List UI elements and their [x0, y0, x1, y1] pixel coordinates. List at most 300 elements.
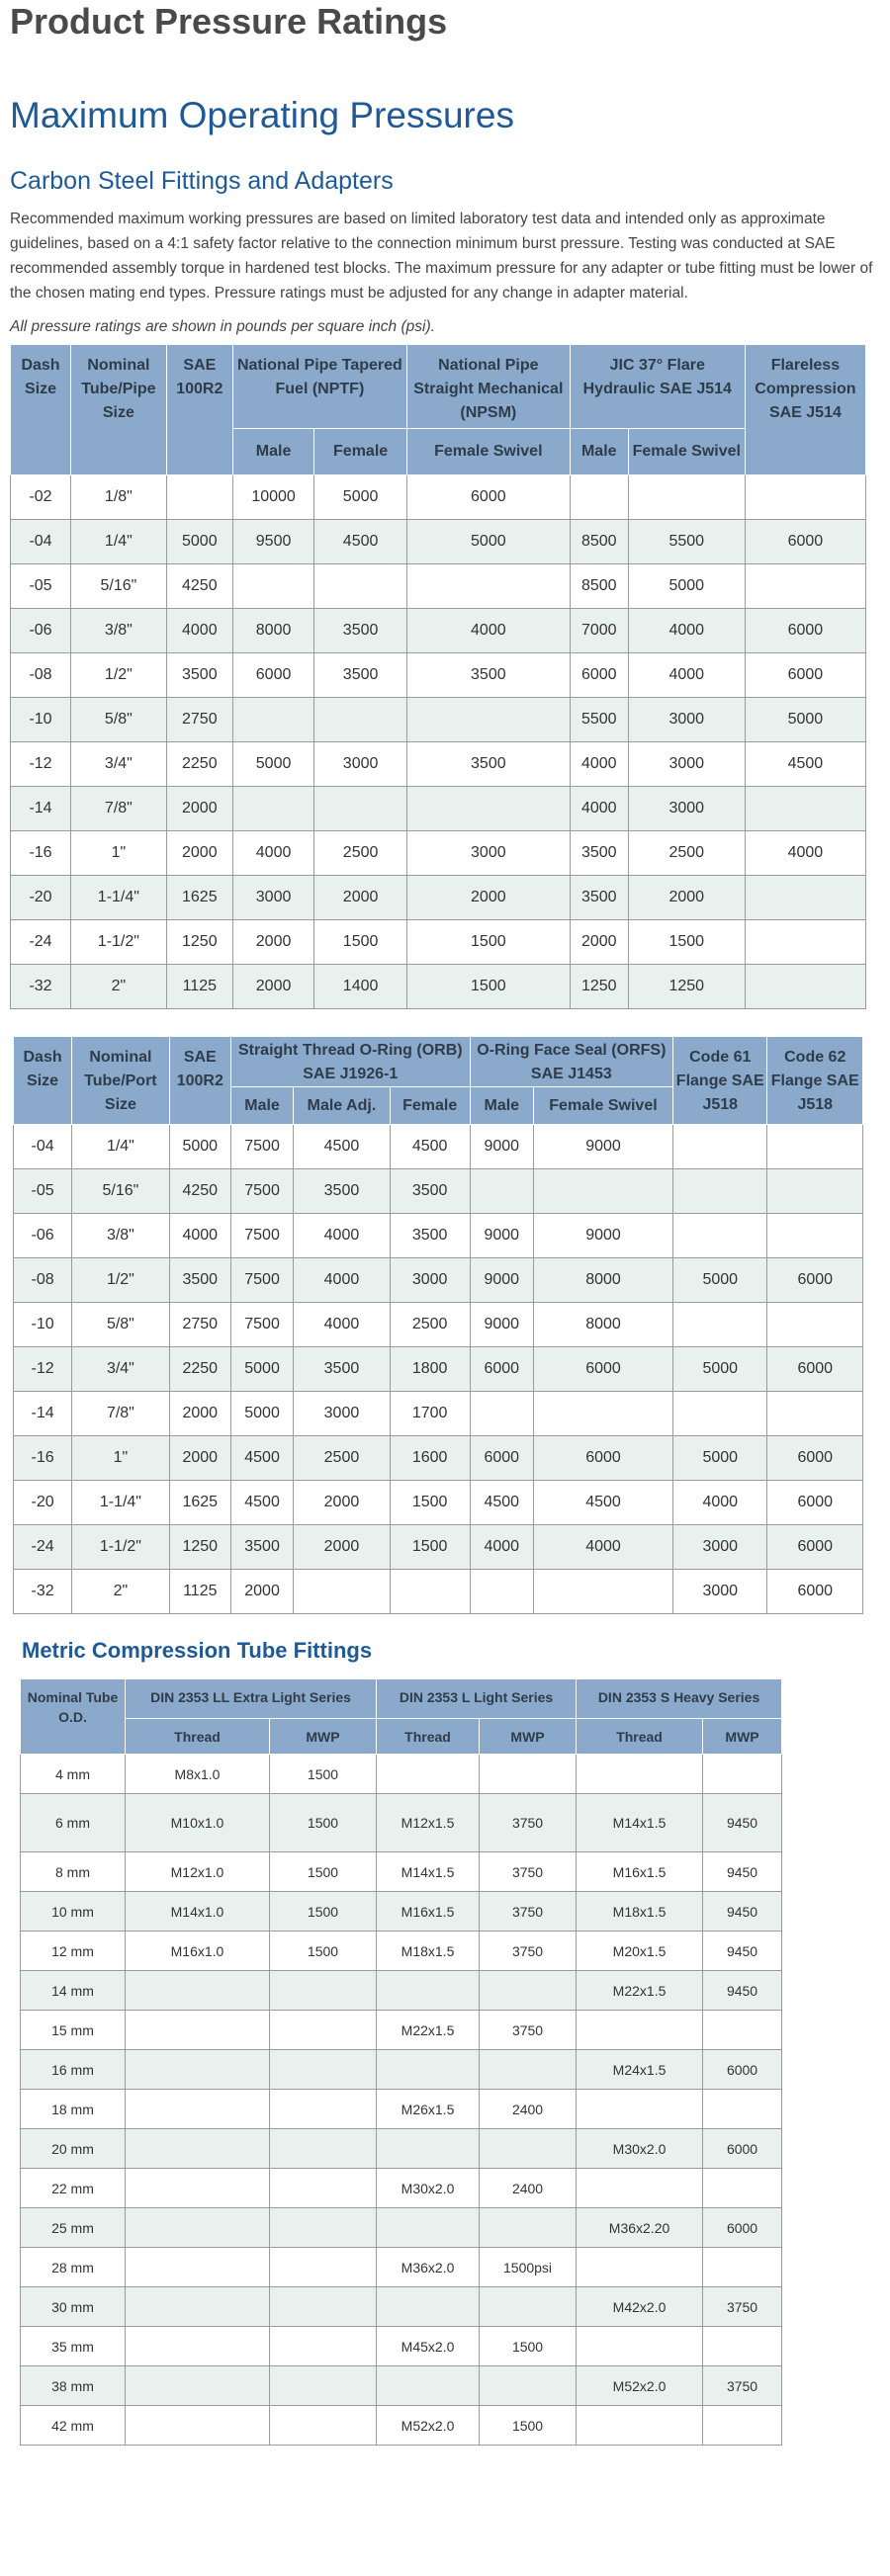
table-cell: 3000: [628, 742, 745, 787]
table-cell: 5000: [232, 742, 313, 787]
table-cell: 3000: [673, 1570, 767, 1614]
table-cell: 3500: [570, 876, 628, 920]
table-cell: 5000: [745, 698, 865, 742]
header-code61: Code 61 Flange SAE J518: [673, 1037, 767, 1125]
header-nptf: National Pipe Tapered Fuel (NPTF): [232, 345, 406, 429]
carbon-steel-pipe-table: [10, 344, 866, 1009]
table-cell: 3500: [230, 1525, 293, 1570]
header-flareless: Flareless Compression SAE J514: [745, 345, 865, 475]
table-cell: [377, 2366, 480, 2406]
table-cell: 5000: [673, 1258, 767, 1303]
table-cell: [406, 698, 570, 742]
table-cell: 9000: [470, 1214, 533, 1258]
table-cell: -12: [11, 742, 71, 787]
table-cell: [480, 2129, 577, 2169]
table-cell: 5000: [166, 520, 232, 564]
table-cell: [703, 2011, 782, 2050]
table-cell: [270, 1971, 377, 2011]
section-title: Maximum Operating Pressures: [10, 95, 514, 135]
table-cell: [703, 2406, 782, 2446]
table-cell: [377, 2129, 480, 2169]
table-cell: 9450: [703, 1971, 782, 2011]
table-cell: 1500: [406, 965, 570, 1009]
table-cell: [470, 1392, 533, 1436]
header-jic: JIC 37° Flare Hydraulic SAE J514: [570, 345, 745, 429]
table-cell: 4500: [470, 1481, 533, 1525]
table-cell: M10x1.0: [126, 1794, 270, 1852]
table-cell: [270, 2327, 377, 2366]
table-cell: [480, 1755, 577, 1794]
table-cell: [294, 1570, 391, 1614]
table-cell: 2250: [166, 742, 232, 787]
table-cell: 8500: [570, 564, 628, 609]
table-cell: 1-1/2": [71, 920, 167, 965]
table-cell: [577, 2327, 703, 2366]
table-cell: -04: [14, 1125, 72, 1169]
table-cell: 7500: [230, 1258, 293, 1303]
table-row: [21, 2366, 782, 2406]
table-cell: 2500: [314, 831, 407, 876]
header-orb-male: Male: [230, 1087, 293, 1125]
table-cell: [767, 1392, 863, 1436]
table-cell: 1500: [390, 1525, 470, 1570]
table-cell: 4000: [570, 742, 628, 787]
carbon-steel-pipe-table-body: [11, 475, 866, 1009]
table-cell: 4000: [628, 609, 745, 653]
table-cell: 3000: [294, 1392, 391, 1436]
table-cell: [126, 2129, 270, 2169]
header-dash-size-2: Dash Size: [14, 1037, 72, 1125]
table-cell: [673, 1392, 767, 1436]
table-cell: 3000: [673, 1525, 767, 1570]
table-cell: [703, 1755, 782, 1794]
table-cell: 3/8": [71, 609, 167, 653]
table-cell: M16x1.5: [377, 1892, 480, 1932]
table-cell: 5000: [230, 1392, 293, 1436]
table-cell: 6000: [767, 1347, 863, 1392]
table-cell: -06: [11, 609, 71, 653]
table-row: [11, 876, 866, 920]
table-row: [21, 2406, 782, 2446]
table-cell: 1500: [270, 1755, 377, 1794]
table-cell: 2400: [480, 2090, 577, 2129]
table-cell: 1500psi: [480, 2248, 577, 2287]
table-cell: M8x1.0: [126, 1755, 270, 1794]
table-cell: 9000: [470, 1125, 533, 1169]
table-row: [11, 609, 866, 653]
table-cell: [232, 564, 313, 609]
table-cell: 6000: [745, 609, 865, 653]
table-cell: 4500: [745, 742, 865, 787]
table-cell: [703, 2169, 782, 2208]
table-cell: 3500: [166, 653, 232, 698]
table-row: [21, 2090, 782, 2129]
table-cell: 5000: [673, 1436, 767, 1481]
table-cell: [270, 2169, 377, 2208]
table-cell: [673, 1214, 767, 1258]
table-row: [14, 1258, 863, 1303]
table-cell: 38 mm: [21, 2366, 126, 2406]
table-cell: [232, 787, 313, 831]
table-cell: 4000: [166, 609, 232, 653]
table-row: [14, 1125, 863, 1169]
header-nptf-female: Female: [314, 428, 407, 474]
table-cell: 5000: [230, 1347, 293, 1392]
table-cell: [232, 698, 313, 742]
table-cell: 2000: [232, 965, 313, 1009]
table-cell: 6000: [232, 653, 313, 698]
table-cell: 1": [72, 1436, 170, 1481]
table-cell: 6000: [703, 2050, 782, 2090]
table-cell: 2000: [406, 876, 570, 920]
table-cell: 1500: [270, 1892, 377, 1932]
table-row: [14, 1481, 863, 1525]
table-cell: [480, 2208, 577, 2248]
table-cell: [126, 2090, 270, 2129]
table-cell: 2250: [169, 1347, 230, 1392]
table-row: [11, 698, 866, 742]
table-cell: 9450: [703, 1852, 782, 1892]
table-cell: 2500: [294, 1436, 391, 1481]
table-cell: 4500: [314, 520, 407, 564]
table-cell: -10: [11, 698, 71, 742]
table-cell: 3000: [232, 876, 313, 920]
table-cell: 1500: [270, 1794, 377, 1852]
table-cell: [703, 2090, 782, 2129]
table-cell: 15 mm: [21, 2011, 126, 2050]
table-cell: 4500: [390, 1125, 470, 1169]
table-cell: M12x1.5: [377, 1794, 480, 1852]
table-cell: -14: [11, 787, 71, 831]
table-cell: 6000: [533, 1347, 672, 1392]
table-cell: 20 mm: [21, 2129, 126, 2169]
table-cell: M36x2.20: [577, 2208, 703, 2248]
table-cell: M20x1.5: [577, 1932, 703, 1971]
table-cell: 3/4": [72, 1347, 170, 1392]
table-cell: 16 mm: [21, 2050, 126, 2090]
table-cell: [314, 698, 407, 742]
table-cell: [577, 2090, 703, 2129]
carbon-steel-port-table-body: [14, 1125, 863, 1614]
table-cell: 4250: [169, 1169, 230, 1214]
table-row: [11, 475, 866, 520]
table-cell: 6000: [406, 475, 570, 520]
metric-title: Metric Compression Tube Fittings: [22, 1638, 373, 1663]
table-cell: [126, 2011, 270, 2050]
table-cell: 5500: [628, 520, 745, 564]
page-title: Product Pressure Ratings: [10, 1, 448, 42]
table-cell: M30x2.0: [377, 2169, 480, 2208]
table-cell: 6000: [703, 2208, 782, 2248]
table-cell: 8500: [570, 520, 628, 564]
table-cell: 2000: [166, 787, 232, 831]
table-cell: 1500: [406, 920, 570, 965]
table-cell: [270, 2406, 377, 2446]
table-cell: [533, 1392, 672, 1436]
table-cell: 3750: [480, 1794, 577, 1852]
table-cell: 2": [71, 965, 167, 1009]
table-cell: [577, 1755, 703, 1794]
table-cell: 1250: [570, 965, 628, 1009]
table-cell: 5/8": [71, 698, 167, 742]
table-cell: 3000: [314, 742, 407, 787]
header-orb: Straight Thread O-Ring (ORB) SAE J1926-1: [230, 1037, 470, 1087]
intro-paragraph: Recommended maximum working pressures are based on limited laboratory test data and intended only as approximate guidelines, based on a 4:1 safety factor relative to the connection minimum burst pressure. Testing was conducted at SAE recommended assembly torque in hardened test blocks. The maximum pressure for any adapter or tube fitting must be lower of the chosen mating end types. Pressure ratings must be adjusted for any change in adapter material.: [10, 211, 873, 301]
table-cell: [126, 2169, 270, 2208]
header-nominal-od: Nominal Tube O.D.: [21, 1679, 126, 1755]
table-cell: M30x2.0: [577, 2129, 703, 2169]
table-cell: [767, 1214, 863, 1258]
table-cell: -20: [14, 1481, 72, 1525]
table-cell: 1250: [628, 965, 745, 1009]
table-cell: 2000: [314, 876, 407, 920]
table-cell: 1625: [169, 1481, 230, 1525]
table-cell: [314, 564, 407, 609]
header-jic-male: Male: [570, 428, 628, 474]
table-cell: 9000: [470, 1258, 533, 1303]
table-cell: 1125: [169, 1570, 230, 1614]
table-row: [14, 1525, 863, 1570]
table-cell: [703, 2248, 782, 2287]
table-cell: 5/8": [72, 1303, 170, 1347]
table-cell: M42x2.0: [577, 2287, 703, 2327]
table-cell: [745, 564, 865, 609]
table-cell: [270, 2090, 377, 2129]
table-cell: 6000: [767, 1570, 863, 1614]
header-l-thread: Thread: [377, 1719, 480, 1755]
table-cell: 2000: [294, 1481, 391, 1525]
table-cell: [745, 876, 865, 920]
table-cell: 5500: [570, 698, 628, 742]
table-cell: 3750: [480, 1892, 577, 1932]
table-cell: M22x1.5: [577, 1971, 703, 2011]
table-cell: [570, 475, 628, 520]
table-cell: [126, 2248, 270, 2287]
table-cell: M14x1.5: [377, 1852, 480, 1892]
table-cell: [406, 787, 570, 831]
table-cell: [480, 2366, 577, 2406]
table-cell: 4000: [294, 1303, 391, 1347]
table-cell: -16: [14, 1436, 72, 1481]
table-cell: [745, 475, 865, 520]
table-cell: 3500: [314, 653, 407, 698]
table-cell: [673, 1169, 767, 1214]
table-cell: [745, 965, 865, 1009]
table-cell: -08: [11, 653, 71, 698]
table-cell: M52x2.0: [577, 2366, 703, 2406]
table-cell: -20: [11, 876, 71, 920]
table-cell: 6 mm: [21, 1794, 126, 1852]
table-cell: [270, 2366, 377, 2406]
table-row: [21, 2208, 782, 2248]
table-cell: 7000: [570, 609, 628, 653]
table-cell: 30 mm: [21, 2287, 126, 2327]
table-cell: 1625: [166, 876, 232, 920]
table-row: [11, 787, 866, 831]
table-cell: 5/16": [71, 564, 167, 609]
table-cell: [577, 2248, 703, 2287]
header-orb-female: Female: [390, 1087, 470, 1125]
table-cell: [577, 2011, 703, 2050]
table-row: [14, 1347, 863, 1392]
table-row: [11, 742, 866, 787]
table-cell: [703, 2327, 782, 2366]
header-jic-female-swivel: Female Swivel: [628, 428, 745, 474]
table-cell: 4 mm: [21, 1755, 126, 1794]
table-cell: 4250: [166, 564, 232, 609]
table-cell: 10 mm: [21, 1892, 126, 1932]
header-nptf-male: Male: [232, 428, 313, 474]
table-cell: 35 mm: [21, 2327, 126, 2366]
table-cell: [126, 2366, 270, 2406]
table-cell: 4000: [294, 1214, 391, 1258]
table-cell: 10000: [232, 475, 313, 520]
table-cell: 1/2": [71, 653, 167, 698]
table-cell: [166, 475, 232, 520]
table-cell: 7500: [230, 1125, 293, 1169]
header-nominal-port-size: Nominal Tube/Port Size: [72, 1037, 170, 1125]
table-cell: -32: [11, 965, 71, 1009]
table-cell: 1500: [480, 2327, 577, 2366]
table-cell: 6000: [745, 520, 865, 564]
table-cell: 6000: [745, 653, 865, 698]
table-cell: [767, 1303, 863, 1347]
table-row: [11, 520, 866, 564]
table-cell: [377, 1971, 480, 2011]
table-cell: M16x1.0: [126, 1932, 270, 1971]
table-cell: [270, 2248, 377, 2287]
table-cell: 3750: [703, 2366, 782, 2406]
table-row: [14, 1214, 863, 1258]
header-s-mwp: MWP: [703, 1719, 782, 1755]
table-cell: 6000: [533, 1436, 672, 1481]
table-cell: M18x1.5: [377, 1932, 480, 1971]
table-cell: 1-1/4": [71, 876, 167, 920]
table-cell: [126, 2406, 270, 2446]
table-cell: 1/4": [71, 520, 167, 564]
table-cell: 8000: [533, 1303, 672, 1347]
header-orb-male-adj: Male Adj.: [294, 1087, 391, 1125]
table-row: [14, 1303, 863, 1347]
header-l-mwp: MWP: [480, 1719, 577, 1755]
table-cell: 1500: [270, 1852, 377, 1892]
table-cell: -32: [14, 1570, 72, 1614]
table-cell: 9000: [533, 1125, 672, 1169]
table-row: [21, 2248, 782, 2287]
table-cell: [126, 2208, 270, 2248]
table-cell: 7/8": [72, 1392, 170, 1436]
table-cell: 7500: [230, 1303, 293, 1347]
table-cell: 2400: [480, 2169, 577, 2208]
table-cell: [126, 2287, 270, 2327]
table-cell: -14: [14, 1392, 72, 1436]
table-cell: 1-1/4": [72, 1481, 170, 1525]
table-cell: 4500: [294, 1125, 391, 1169]
table-row: [11, 920, 866, 965]
table-cell: 5000: [406, 520, 570, 564]
table-cell: 6000: [767, 1525, 863, 1570]
table-cell: 3/8": [72, 1214, 170, 1258]
table-cell: -06: [14, 1214, 72, 1258]
table-cell: [126, 2327, 270, 2366]
table-row: [11, 965, 866, 1009]
table-cell: 7/8": [71, 787, 167, 831]
table-cell: [533, 1169, 672, 1214]
table-cell: 3750: [703, 2287, 782, 2327]
table-cell: 25 mm: [21, 2208, 126, 2248]
header-ll-thread: Thread: [126, 1719, 270, 1755]
table-row: [14, 1392, 863, 1436]
table-cell: 28 mm: [21, 2248, 126, 2287]
metric-compression-table: [20, 1678, 782, 2446]
table-cell: 1600: [390, 1436, 470, 1481]
table-cell: [577, 2406, 703, 2446]
header-din-ll: DIN 2353 LL Extra Light Series: [126, 1679, 377, 1719]
table-cell: [628, 475, 745, 520]
table-cell: -05: [11, 564, 71, 609]
table-cell: 9000: [470, 1303, 533, 1347]
table-cell: [270, 2208, 377, 2248]
table-cell: 4500: [230, 1481, 293, 1525]
table-cell: [390, 1570, 470, 1614]
table-cell: 4000: [406, 609, 570, 653]
table-cell: 3000: [390, 1258, 470, 1303]
table-cell: 4000: [232, 831, 313, 876]
table-cell: 6000: [470, 1347, 533, 1392]
table-row: [21, 1892, 782, 1932]
table-cell: 3750: [480, 1932, 577, 1971]
table-row: [21, 1794, 782, 1852]
table-cell: 8000: [533, 1258, 672, 1303]
table-cell: 1-1/2": [72, 1525, 170, 1570]
table-cell: 2750: [169, 1303, 230, 1347]
table-cell: 9450: [703, 1892, 782, 1932]
header-sae-100r2-2: SAE 100R2: [169, 1037, 230, 1125]
table-cell: [377, 1755, 480, 1794]
table-cell: 2750: [166, 698, 232, 742]
table-cell: [673, 1125, 767, 1169]
table-cell: 3750: [480, 1852, 577, 1892]
table-cell: 1800: [390, 1347, 470, 1392]
table-cell: 4000: [745, 831, 865, 876]
table-cell: 2000: [294, 1525, 391, 1570]
table-cell: 5000: [169, 1125, 230, 1169]
table-cell: 4000: [570, 787, 628, 831]
header-nominal-size: Nominal Tube/Pipe Size: [71, 345, 167, 475]
table-cell: 2": [72, 1570, 170, 1614]
table-cell: 7500: [230, 1169, 293, 1214]
table-cell: 7500: [230, 1214, 293, 1258]
table-cell: M12x1.0: [126, 1852, 270, 1892]
table-row: [11, 564, 866, 609]
table-row: [11, 653, 866, 698]
table-cell: 1": [71, 831, 167, 876]
table-cell: [745, 920, 865, 965]
table-cell: 14 mm: [21, 1971, 126, 2011]
table-cell: 4000: [169, 1214, 230, 1258]
table-cell: 4000: [673, 1481, 767, 1525]
table-cell: 5000: [673, 1347, 767, 1392]
table-cell: 2500: [628, 831, 745, 876]
table-cell: [270, 2050, 377, 2090]
table-cell: M14x1.0: [126, 1892, 270, 1932]
table-cell: 3500: [406, 653, 570, 698]
table-cell: [406, 564, 570, 609]
table-cell: 1250: [169, 1525, 230, 1570]
table-cell: [126, 2050, 270, 2090]
table-cell: 1250: [166, 920, 232, 965]
table-cell: 6000: [767, 1436, 863, 1481]
